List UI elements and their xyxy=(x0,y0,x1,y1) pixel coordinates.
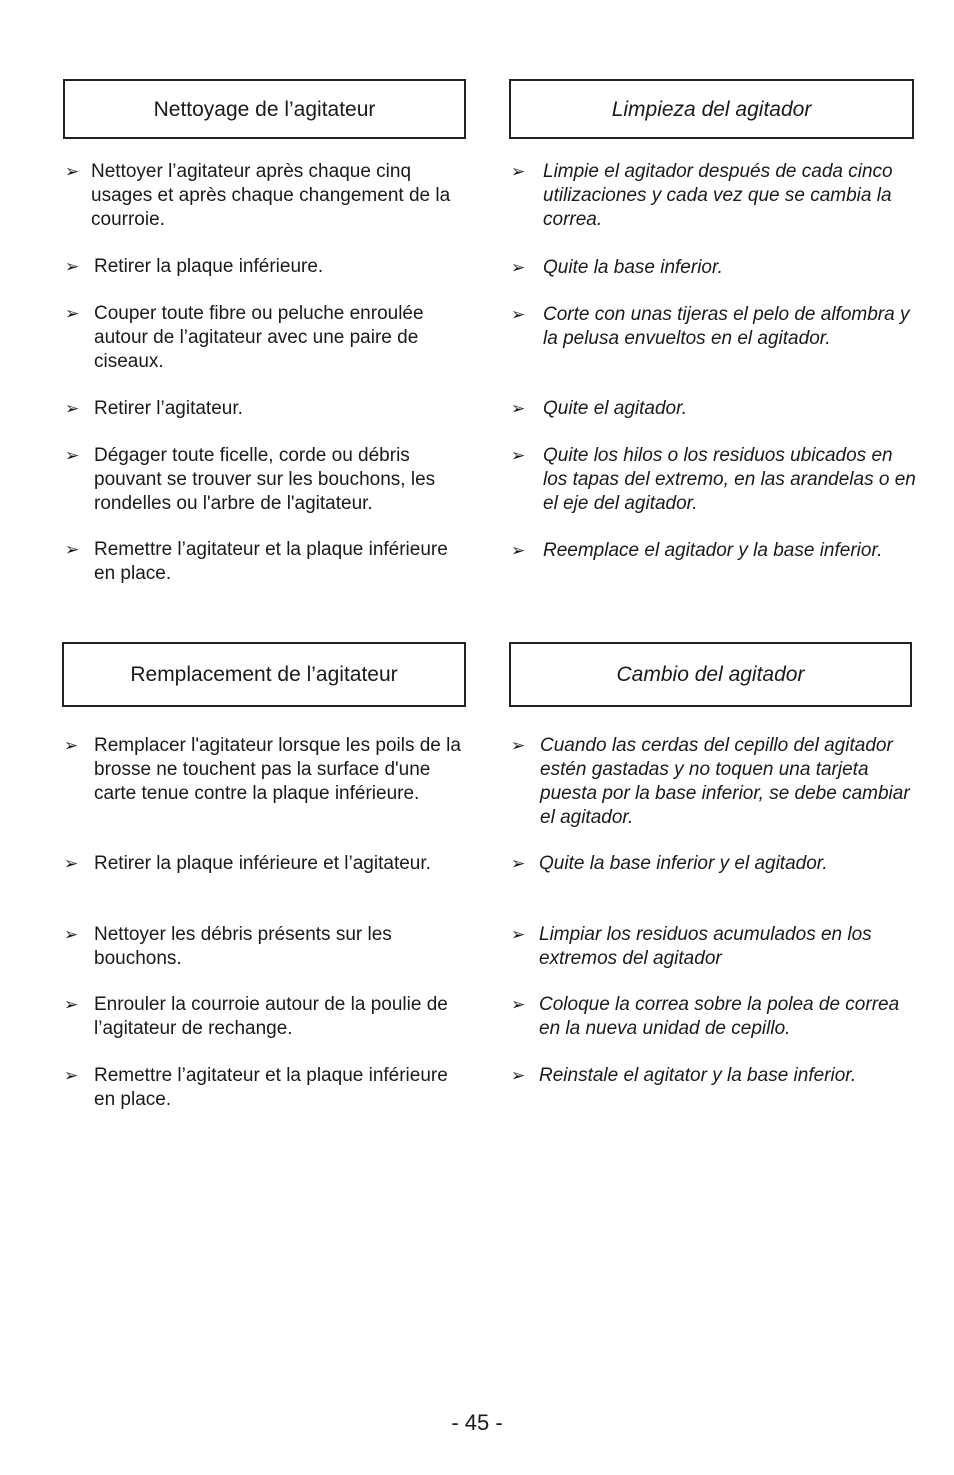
list-item: ➢ Reinstale el agitator y la base inferior. xyxy=(511,1065,857,1086)
list-item: ➢ Retirer la plaque inférieure et l’agitateur. xyxy=(64,853,431,874)
list-item: ➢ Quite la base inferior y el agitador. xyxy=(511,853,828,874)
arrow-bullet-icon: ➢ xyxy=(65,540,80,559)
arrow-bullet-icon: ➢ xyxy=(511,1066,526,1085)
es-cleaning-list xyxy=(511,160,921,600)
arrow-bullet-icon: ➢ xyxy=(511,258,526,277)
page-number: - 45 - xyxy=(451,1410,503,1435)
section-title-fr-cleaning xyxy=(63,79,466,139)
list-item: ➢ Cuando las cerdas del cepillo del agitador estén gastadas y no toquen una tarjeta puesta por la base inferior, se debe cambiar el agitador. xyxy=(511,735,910,828)
section-title-text: Nettoyage de l’agitateur xyxy=(153,97,376,121)
fr-cleaning-list xyxy=(65,160,465,600)
arrow-bullet-icon: ➢ xyxy=(511,925,526,944)
arrow-bullet-icon: ➢ xyxy=(64,995,79,1014)
section-title-es-replacement xyxy=(509,642,912,707)
list-item: ➢ Remplacer l'agitateur lorsque les poils de la brosse ne touchent pas la surface d'une carte tenue contre la plaque inférieure. xyxy=(64,735,461,804)
arrow-bullet-icon: ➢ xyxy=(511,399,526,418)
list-item: ➢ Remettre l’agitateur et la plaque inférieure en place. xyxy=(65,539,448,584)
arrow-bullet-icon: ➢ xyxy=(511,162,526,181)
list-item: ➢ Nettoyer l’agitateur après chaque cinq usages et après chaque changement de la courroie. xyxy=(65,161,451,230)
arrow-bullet-icon: ➢ xyxy=(64,925,79,944)
arrow-bullet-icon: ➢ xyxy=(511,446,526,465)
arrow-bullet-icon: ➢ xyxy=(64,854,79,873)
section-title-text: Limpieza del agitador xyxy=(611,97,812,121)
arrow-bullet-icon: ➢ xyxy=(511,305,526,324)
list-item: ➢ Corte con unas tijeras el pelo de alfombra y la pelusa envueltos en el agitador. xyxy=(511,304,910,349)
fr-replacement-list xyxy=(64,734,468,1124)
arrow-bullet-icon: ➢ xyxy=(511,736,526,755)
list-item: ➢ Couper toute fibre ou peluche enroulée autour de l’agitateur avec une paire de ciseaux. xyxy=(65,303,424,372)
arrow-bullet-icon: ➢ xyxy=(65,399,80,418)
arrow-bullet-icon: ➢ xyxy=(64,1066,79,1085)
list-item: ➢ Dégager toute ficelle, corde ou débris pouvant se trouver sur les bouchons, les rondelles ou l'arbre de l'agitateur. xyxy=(65,445,436,514)
list-item: ➢ Remettre l’agitateur et la plaque inférieure en place. xyxy=(64,1065,448,1110)
arrow-bullet-icon: ➢ xyxy=(65,257,80,276)
section-title-text: Cambio del agitador xyxy=(616,663,805,686)
list-item: ➢ Retirer la plaque inférieure. xyxy=(65,256,324,277)
list-item: ➢ Limpiar los residuos acumulados en los extremos del agitador xyxy=(511,924,872,969)
arrow-bullet-icon: ➢ xyxy=(65,304,80,323)
section-title-es-cleaning xyxy=(509,79,914,139)
list-item: ➢ Coloque la correa sobre la polea de correa en la nueva unidad de cepillo. xyxy=(511,994,900,1039)
list-item: ➢ Limpie el agitador después de cada cinco utilizaciones y cada vez que se cambia la correa. xyxy=(511,161,893,230)
section-title-text: Remplacement de l’agitateur xyxy=(130,663,398,686)
list-item: ➢ Quite la base inferior. xyxy=(511,257,723,278)
arrow-bullet-icon: ➢ xyxy=(65,446,80,465)
es-replacement-list xyxy=(511,734,917,1124)
list-item: ➢ Nettoyer les débris présents sur les bouchons. xyxy=(64,924,392,969)
section-title-fr-replacement xyxy=(62,642,466,707)
list-item: ➢ Retirer l’agitateur. xyxy=(65,398,243,419)
list-item: ➢ Quite el agitador. xyxy=(511,398,687,419)
arrow-bullet-icon: ➢ xyxy=(511,854,526,873)
arrow-bullet-icon: ➢ xyxy=(64,736,79,755)
arrow-bullet-icon: ➢ xyxy=(511,995,526,1014)
list-item: ➢ Enrouler la courroie autour de la poulie de l’agitateur de rechange. xyxy=(64,994,448,1039)
list-item: ➢ Quite los hilos o los residuos ubicados en los tapas del extremo, en las arandelas o en el eje del agitador. xyxy=(511,445,916,514)
arrow-bullet-icon: ➢ xyxy=(65,162,80,181)
list-item: ➢ Reemplace el agitador y la base inferior. xyxy=(511,540,883,561)
arrow-bullet-icon: ➢ xyxy=(511,541,526,560)
